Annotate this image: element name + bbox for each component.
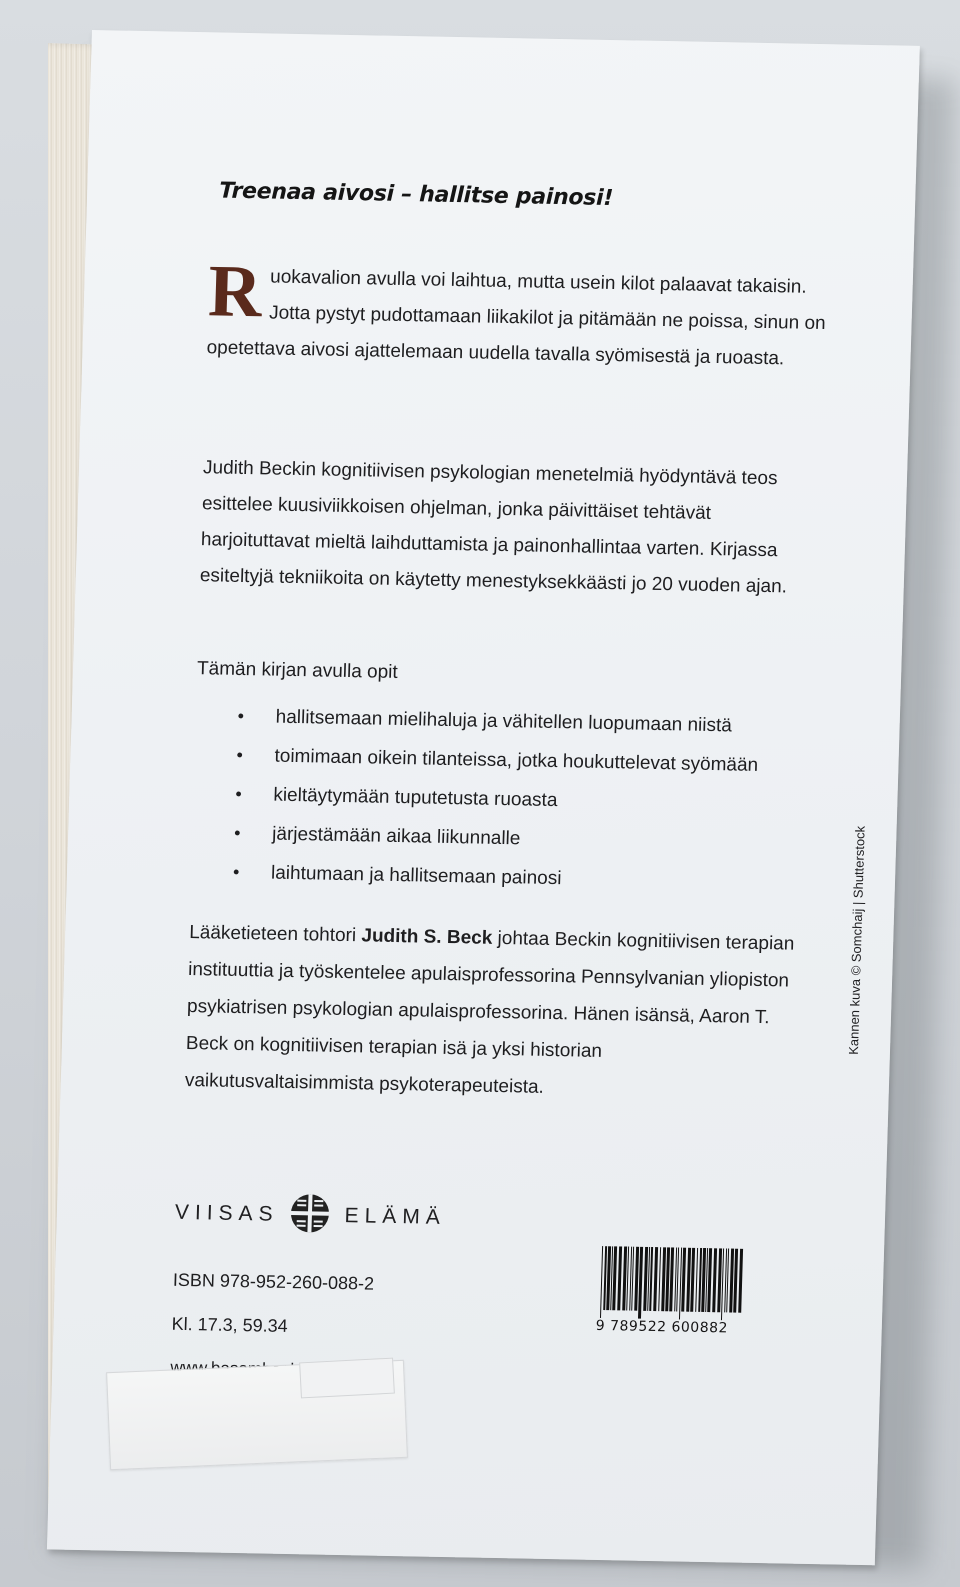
barcode-bar bbox=[612, 1246, 617, 1310]
author-bio bbox=[184, 914, 799, 1111]
barcode-bar bbox=[606, 1246, 611, 1310]
barcode-bar bbox=[617, 1246, 622, 1310]
bio-text: johtaa Beckin kognitiivisen terapian instituuttia ja työskentelee apulaisprofessorina Pennsylvanian yliopiston psykiatrisen psykologian apulaisprofessorina. Hänen isänsä, Aaron T. Beck on kognitiivisen terapian isä ja yksi historian vaikutusvaltaisimmista psykoterapeuteista. bbox=[184, 927, 795, 1098]
barcode-bar bbox=[690, 1248, 695, 1312]
bullet-icon: • bbox=[235, 783, 243, 805]
cover-heading: Treenaa aivosi – hallitse painosi! bbox=[218, 178, 614, 212]
barcode-bar bbox=[622, 1246, 627, 1310]
isbn: ISBN 978-952-260-088-2 bbox=[172, 1269, 375, 1294]
barcode-bar bbox=[643, 1247, 648, 1311]
barcode-bar bbox=[681, 1248, 686, 1312]
barcode-bar bbox=[701, 1248, 706, 1312]
barcode-bar bbox=[695, 1248, 698, 1312]
barcode-bar bbox=[686, 1248, 691, 1312]
benefits-list bbox=[232, 697, 759, 902]
barcode-bar bbox=[717, 1248, 722, 1312]
barcode-bar bbox=[738, 1249, 743, 1313]
barcode-bar bbox=[733, 1249, 738, 1313]
list-item-text: kieltäytymään tuputetusta ruoasta bbox=[273, 784, 558, 812]
bullet-icon: • bbox=[237, 705, 245, 727]
bullet-icon: • bbox=[236, 744, 244, 766]
barcode bbox=[595, 1246, 748, 1345]
list-item-text: järjestämään aikaa liikunnalle bbox=[271, 823, 521, 850]
barcode-bar bbox=[712, 1248, 717, 1312]
bullet-icon: • bbox=[232, 861, 240, 882]
description-paragraph: Judith Beckin kognitiivisen psykologian menetelmiä hyödyntävä teos esittelee kuusiviikkoisen ohjelman, jonka päivittäiset tehtävät harjoituttavat mieltä laihduttamista ja painonhallintaa varten. Kirjassa esiteltyjä tekniikoita on käytetty menestyksekkäästi jo 20 vuoden ajan. bbox=[199, 457, 788, 598]
intro-paragraph bbox=[206, 250, 829, 378]
list-item-text: hallitsemaan mielihaluja ja vähitellen luopumaan niistä bbox=[275, 706, 733, 737]
barcode-bars bbox=[596, 1246, 748, 1321]
barcode-bar bbox=[707, 1248, 712, 1312]
cover-content bbox=[47, 30, 920, 1565]
barcode-bar bbox=[665, 1247, 670, 1311]
intro-paragraph-text: uokavalion avulla voi laihtua, mutta usein kilot palaavat takaisin. Jotta pystyt pudottamaan liikakilot ja pitämään ne poissa, sinun on opetettava aivosi ajattelemaan uudella tavalla syömisestä ja ruoasta. bbox=[206, 266, 826, 370]
barcode-bar bbox=[729, 1248, 734, 1312]
publisher-name-right: ELÄMÄ bbox=[344, 1204, 447, 1230]
library-classification: Kl. 17.3, 59.34 bbox=[171, 1313, 289, 1336]
sticker-tab bbox=[299, 1358, 395, 1399]
bullet-icon: • bbox=[233, 822, 241, 843]
drop-cap: R bbox=[207, 250, 263, 334]
barcode-bar bbox=[669, 1247, 674, 1311]
list-item-text: toimimaan oikein tilanteissa, jotka houkuttelevat syömään bbox=[274, 745, 759, 776]
barcode-bar bbox=[634, 1247, 639, 1311]
cover-image-credit: Kannen kuva © Somchaij | Shutterstock bbox=[845, 825, 868, 1055]
book-back-cover bbox=[47, 30, 920, 1565]
barcode-bar bbox=[661, 1247, 666, 1311]
author-name: Judith S. Beck bbox=[361, 925, 493, 949]
barcode-bar bbox=[653, 1247, 658, 1311]
barcode-digits: 9 789522 600882 bbox=[595, 1317, 729, 1337]
barcode-bar bbox=[600, 1246, 603, 1318]
publisher-logo bbox=[174, 1190, 446, 1241]
barcode-bar bbox=[658, 1247, 661, 1311]
bio-prefix: Lääketieteen tohtori bbox=[188, 922, 362, 947]
list-intro: Tämän kirjan avulla opit bbox=[196, 658, 399, 683]
publisher-name-left: VIISAS bbox=[174, 1200, 279, 1226]
publisher-emblem-icon bbox=[288, 1192, 331, 1240]
list-item-text: laihtumaan ja hallitsemaan painosi bbox=[270, 862, 562, 890]
